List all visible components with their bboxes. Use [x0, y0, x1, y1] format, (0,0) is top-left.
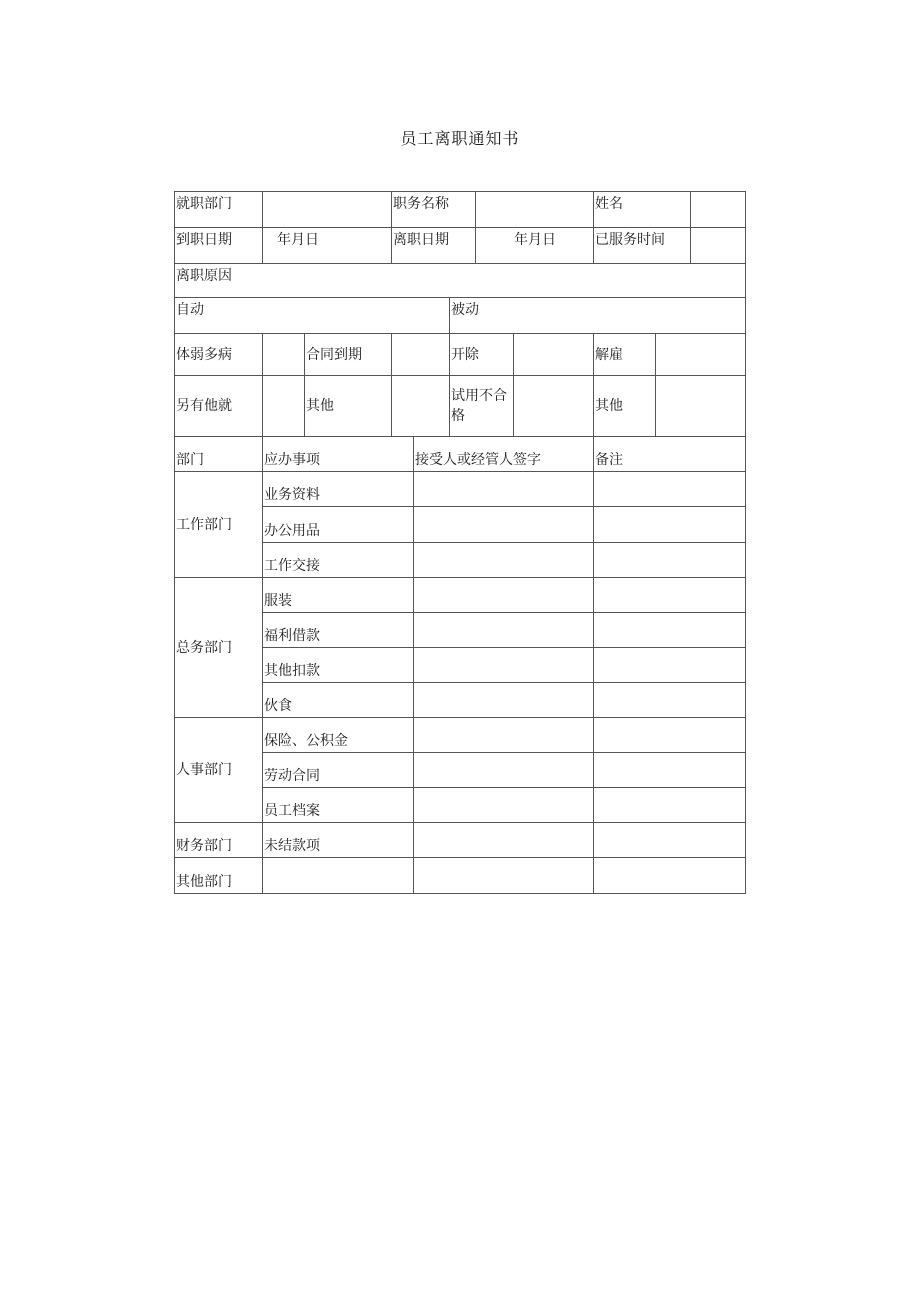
signature-field[interactable]: [414, 648, 594, 683]
involuntary-label: 被动: [450, 298, 746, 334]
remarks-field[interactable]: [594, 823, 746, 858]
signature-field[interactable]: [414, 753, 594, 788]
dept-field[interactable]: [263, 192, 392, 228]
signature-field[interactable]: [414, 507, 594, 543]
signature-field[interactable]: [414, 578, 594, 613]
option-other-job: 另有他就: [175, 376, 263, 437]
voluntary-label: 自动: [175, 298, 450, 334]
task-item: 伙食: [263, 683, 414, 718]
col-header-signature: 接受人或经管人签字: [414, 437, 594, 472]
option-failed-probation: 试用不合格: [450, 376, 514, 437]
signature-field[interactable]: [414, 788, 594, 823]
service-time-field[interactable]: [691, 228, 746, 264]
poor-health-check[interactable]: [263, 334, 305, 376]
reason-label: 离职原因: [175, 264, 746, 298]
resignation-form: [174, 191, 746, 894]
task-item: 其他扣款: [263, 648, 414, 683]
task-item: 福利借款: [263, 613, 414, 648]
remarks-field[interactable]: [594, 543, 746, 578]
leave-date-label: 离职日期: [392, 228, 476, 264]
signature-field[interactable]: [414, 543, 594, 578]
option-poor-health: 体弱多病: [175, 334, 263, 376]
position-field[interactable]: [476, 192, 594, 228]
position-label: 职务名称: [392, 192, 476, 228]
task-item: 服装: [263, 578, 414, 613]
page-title: 员工离职通知书: [400, 129, 520, 148]
remarks-field[interactable]: [594, 718, 746, 753]
option-contract-expiry: 合同到期: [305, 334, 392, 376]
option-layoff: 解雇: [594, 334, 656, 376]
task-item[interactable]: [263, 858, 414, 894]
signature-field[interactable]: [414, 683, 594, 718]
col-header-remarks: 备注: [594, 437, 746, 472]
other-job-check[interactable]: [263, 376, 305, 437]
remarks-field[interactable]: [594, 683, 746, 718]
col-header-department: 部门: [175, 437, 263, 472]
failed-probation-check[interactable]: [514, 376, 594, 437]
task-item: 保险、公积金: [263, 718, 414, 753]
remarks-field[interactable]: [594, 858, 746, 894]
layoff-check[interactable]: [656, 334, 746, 376]
signature-field[interactable]: [414, 613, 594, 648]
remarks-field[interactable]: [594, 507, 746, 543]
dept-other: 其他部门: [175, 858, 263, 894]
signature-field[interactable]: [414, 858, 594, 894]
col-header-task: 应办事项: [263, 437, 414, 472]
start-date-field[interactable]: 年月日: [263, 228, 392, 264]
task-item: 劳动合同: [263, 753, 414, 788]
remarks-field[interactable]: [594, 753, 746, 788]
signature-field[interactable]: [414, 718, 594, 753]
dept-hr: 人事部门: [175, 718, 263, 823]
signature-field[interactable]: [414, 472, 594, 507]
other-involuntary-check[interactable]: [656, 376, 746, 437]
option-other-voluntary: 其他: [305, 376, 392, 437]
remarks-field[interactable]: [594, 578, 746, 613]
name-label: 姓名: [594, 192, 691, 228]
name-field[interactable]: [691, 192, 746, 228]
service-time-label: 已服务时间: [594, 228, 691, 264]
remarks-field[interactable]: [594, 788, 746, 823]
option-other-involuntary: 其他: [594, 376, 656, 437]
task-item: 业务资料: [263, 472, 414, 507]
dismissal-check[interactable]: [514, 334, 594, 376]
other-voluntary-check[interactable]: [392, 376, 450, 437]
remarks-field[interactable]: [594, 472, 746, 507]
dept-finance: 财务部门: [175, 823, 263, 858]
signature-field[interactable]: [414, 823, 594, 858]
start-date-label: 到职日期: [175, 228, 263, 264]
contract-expiry-check[interactable]: [392, 334, 450, 376]
task-item: 员工档案: [263, 788, 414, 823]
dept-general-affairs: 总务部门: [175, 578, 263, 718]
task-item: 工作交接: [263, 543, 414, 578]
dept-label: 就职部门: [175, 192, 263, 228]
leave-date-field[interactable]: 年月日: [476, 228, 594, 264]
option-dismissal: 开除: [450, 334, 514, 376]
dept-work: 工作部门: [175, 472, 263, 578]
task-item: 未结款项: [263, 823, 414, 858]
remarks-field[interactable]: [594, 613, 746, 648]
remarks-field[interactable]: [594, 648, 746, 683]
task-item: 办公用品: [263, 507, 414, 543]
